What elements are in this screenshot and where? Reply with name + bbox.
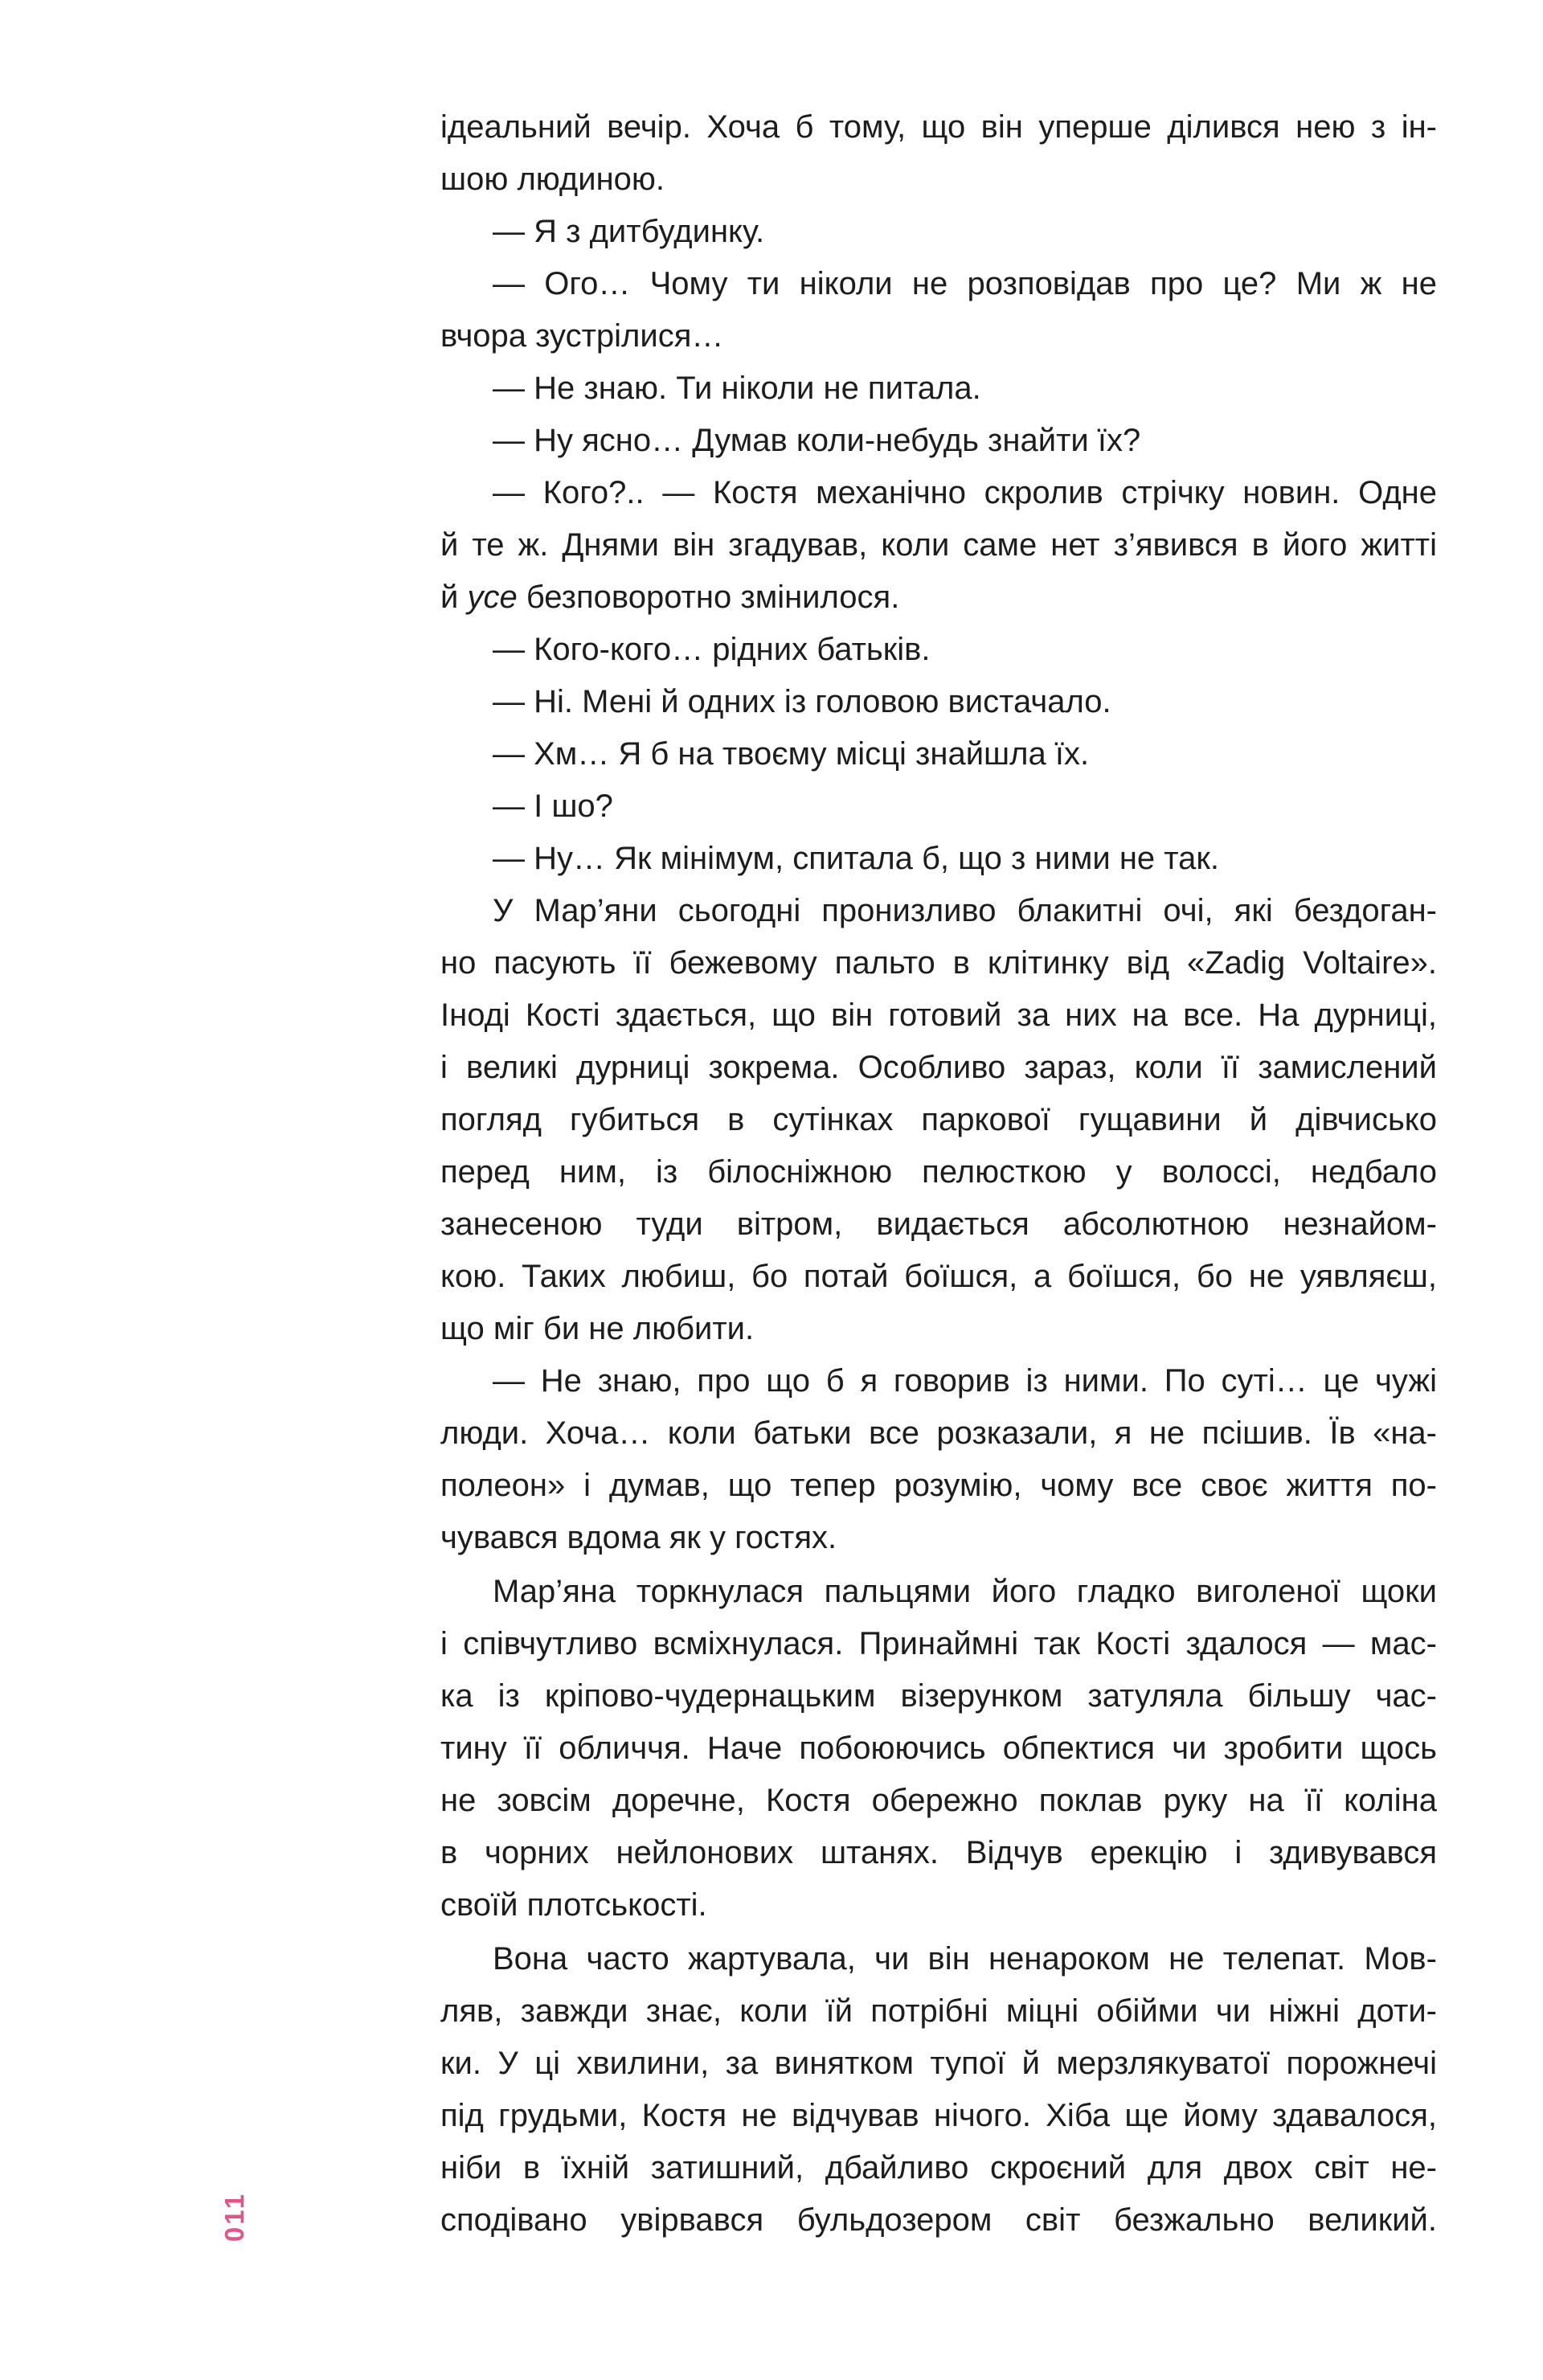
text-line: сподівано увірвався бульдозером світ безжально великий. bbox=[440, 2202, 1437, 2238]
text-line: — Не знаю. Ти ніколи не питала. bbox=[493, 371, 981, 406]
text-line: — Кого-кого… рідних батьків. bbox=[493, 632, 931, 667]
text-line: кою. Таких любиш, бо потай боїшся, а боїшся, бо не уявляєш, bbox=[440, 1259, 1437, 1294]
text-line: — Я з дитбудинку. bbox=[493, 214, 765, 249]
text-line: люди. Хоча… коли батьки все розказали, я не псішив. Їв «на- bbox=[440, 1415, 1437, 1451]
text-column bbox=[440, 101, 1437, 2247]
text-line: в чорних нейлонових штанях. Відчув ерекцію і здивувався bbox=[440, 1835, 1437, 1870]
text-run: безповоротно змінилося. bbox=[526, 580, 900, 615]
text-line: У Мар’яни сьогодні пронизливо блакитні очі, які бездоган- bbox=[493, 893, 1437, 928]
text-line: ляв, завжди знає, коли їй потрібні міцні обійми чи ніжні доти- bbox=[440, 1993, 1437, 2029]
text-line: Іноді Кості здається, що він готовий за них на все. На дурниці, bbox=[440, 997, 1437, 1033]
text-line: полеон» і думав, що тепер розумію, чому все своє життя по- bbox=[440, 1468, 1437, 1503]
text-line: занесеною туди вітром, видається абсолютною незнайом- bbox=[440, 1206, 1437, 1242]
text-line: вчора зустрілися… bbox=[440, 318, 724, 354]
text-line: під грудьми, Костя не відчував нічого. Хіба ще йому здавалося, bbox=[440, 2098, 1437, 2133]
text-line: що міг би не любити. bbox=[440, 1311, 755, 1346]
text-line: — Ну ясно… Думав коли-небудь знайти їх? bbox=[493, 423, 1141, 458]
text-line: — Ні. Мені й одних із головою вистачало. bbox=[493, 684, 1111, 719]
text-line: ка із кріпово-чудернацьким візерунком затуляла більшу час- bbox=[440, 1678, 1437, 1714]
text-line: чувався вдома як у гостях. bbox=[440, 1520, 837, 1555]
text-line: шою людиною. bbox=[440, 162, 665, 197]
text-line bbox=[440, 571, 1437, 624]
text-line: — Хм… Я б на твоєму місці знайшла їх. bbox=[493, 736, 1090, 772]
text-line: своїй плотськості. bbox=[440, 1887, 707, 1923]
text-line: погляд губиться в сутінках паркової гущавини й дівчисько bbox=[440, 1102, 1437, 1137]
italic-word: усе bbox=[467, 580, 518, 615]
text-line: і співчутливо всміхнулася. Принаймні так Кості здалося — мас- bbox=[440, 1626, 1437, 1661]
text-line: тину її обличчя. Наче побоюючись обпектися чи зробити щось bbox=[440, 1731, 1437, 1766]
text-run: й bbox=[440, 580, 459, 615]
text-line: ніби в їхній затишний, дбайливо скроєний для двох світ не- bbox=[440, 2150, 1437, 2185]
text-line: й те ж. Днями він згадував, коли саме нет з’явився в його житті bbox=[440, 527, 1437, 563]
text-line: і великі дурниці зокрема. Особливо зараз, коли її замислений bbox=[440, 1050, 1437, 1085]
text-line: ідеальний вечір. Хоча б тому, що він уперше ділився нею з ін- bbox=[440, 109, 1437, 145]
text-line: — І шо? bbox=[493, 789, 613, 824]
text-line: но пасують її бежевому пальто в клітинку від «Zadig Voltaire». bbox=[440, 945, 1437, 981]
text-line: — Ну… Як мінімум, спитала б, що з ними не так. bbox=[493, 841, 1220, 876]
text-line: — Кого?.. — Костя механічно скролив стрічку новин. Одне bbox=[493, 475, 1437, 510]
text-line: — Ого… Чому ти ніколи не розповідав про це? Ми ж не bbox=[493, 266, 1437, 301]
page-number: 011 bbox=[219, 2191, 249, 2243]
text-line: — Не знаю, про що б я говорив із ними. По суті… це чужі bbox=[493, 1363, 1437, 1399]
text-line: не зовсім доречне, Костя обережно поклав руку на її коліна bbox=[440, 1783, 1437, 1818]
text-line: перед ним, із білосніжною пелюсткою у волоссі, недбало bbox=[440, 1154, 1437, 1190]
text-line: Мар’яна торкнулася пальцями його гладко виголеної щоки bbox=[493, 1574, 1437, 1609]
text-line: ки. У ці хвилини, за винятком тупої й мерзлякуватої порожнечі bbox=[440, 2046, 1437, 2081]
text-line: Вона часто жартувала, чи він ненароком не телепат. Мов- bbox=[493, 1941, 1437, 1977]
